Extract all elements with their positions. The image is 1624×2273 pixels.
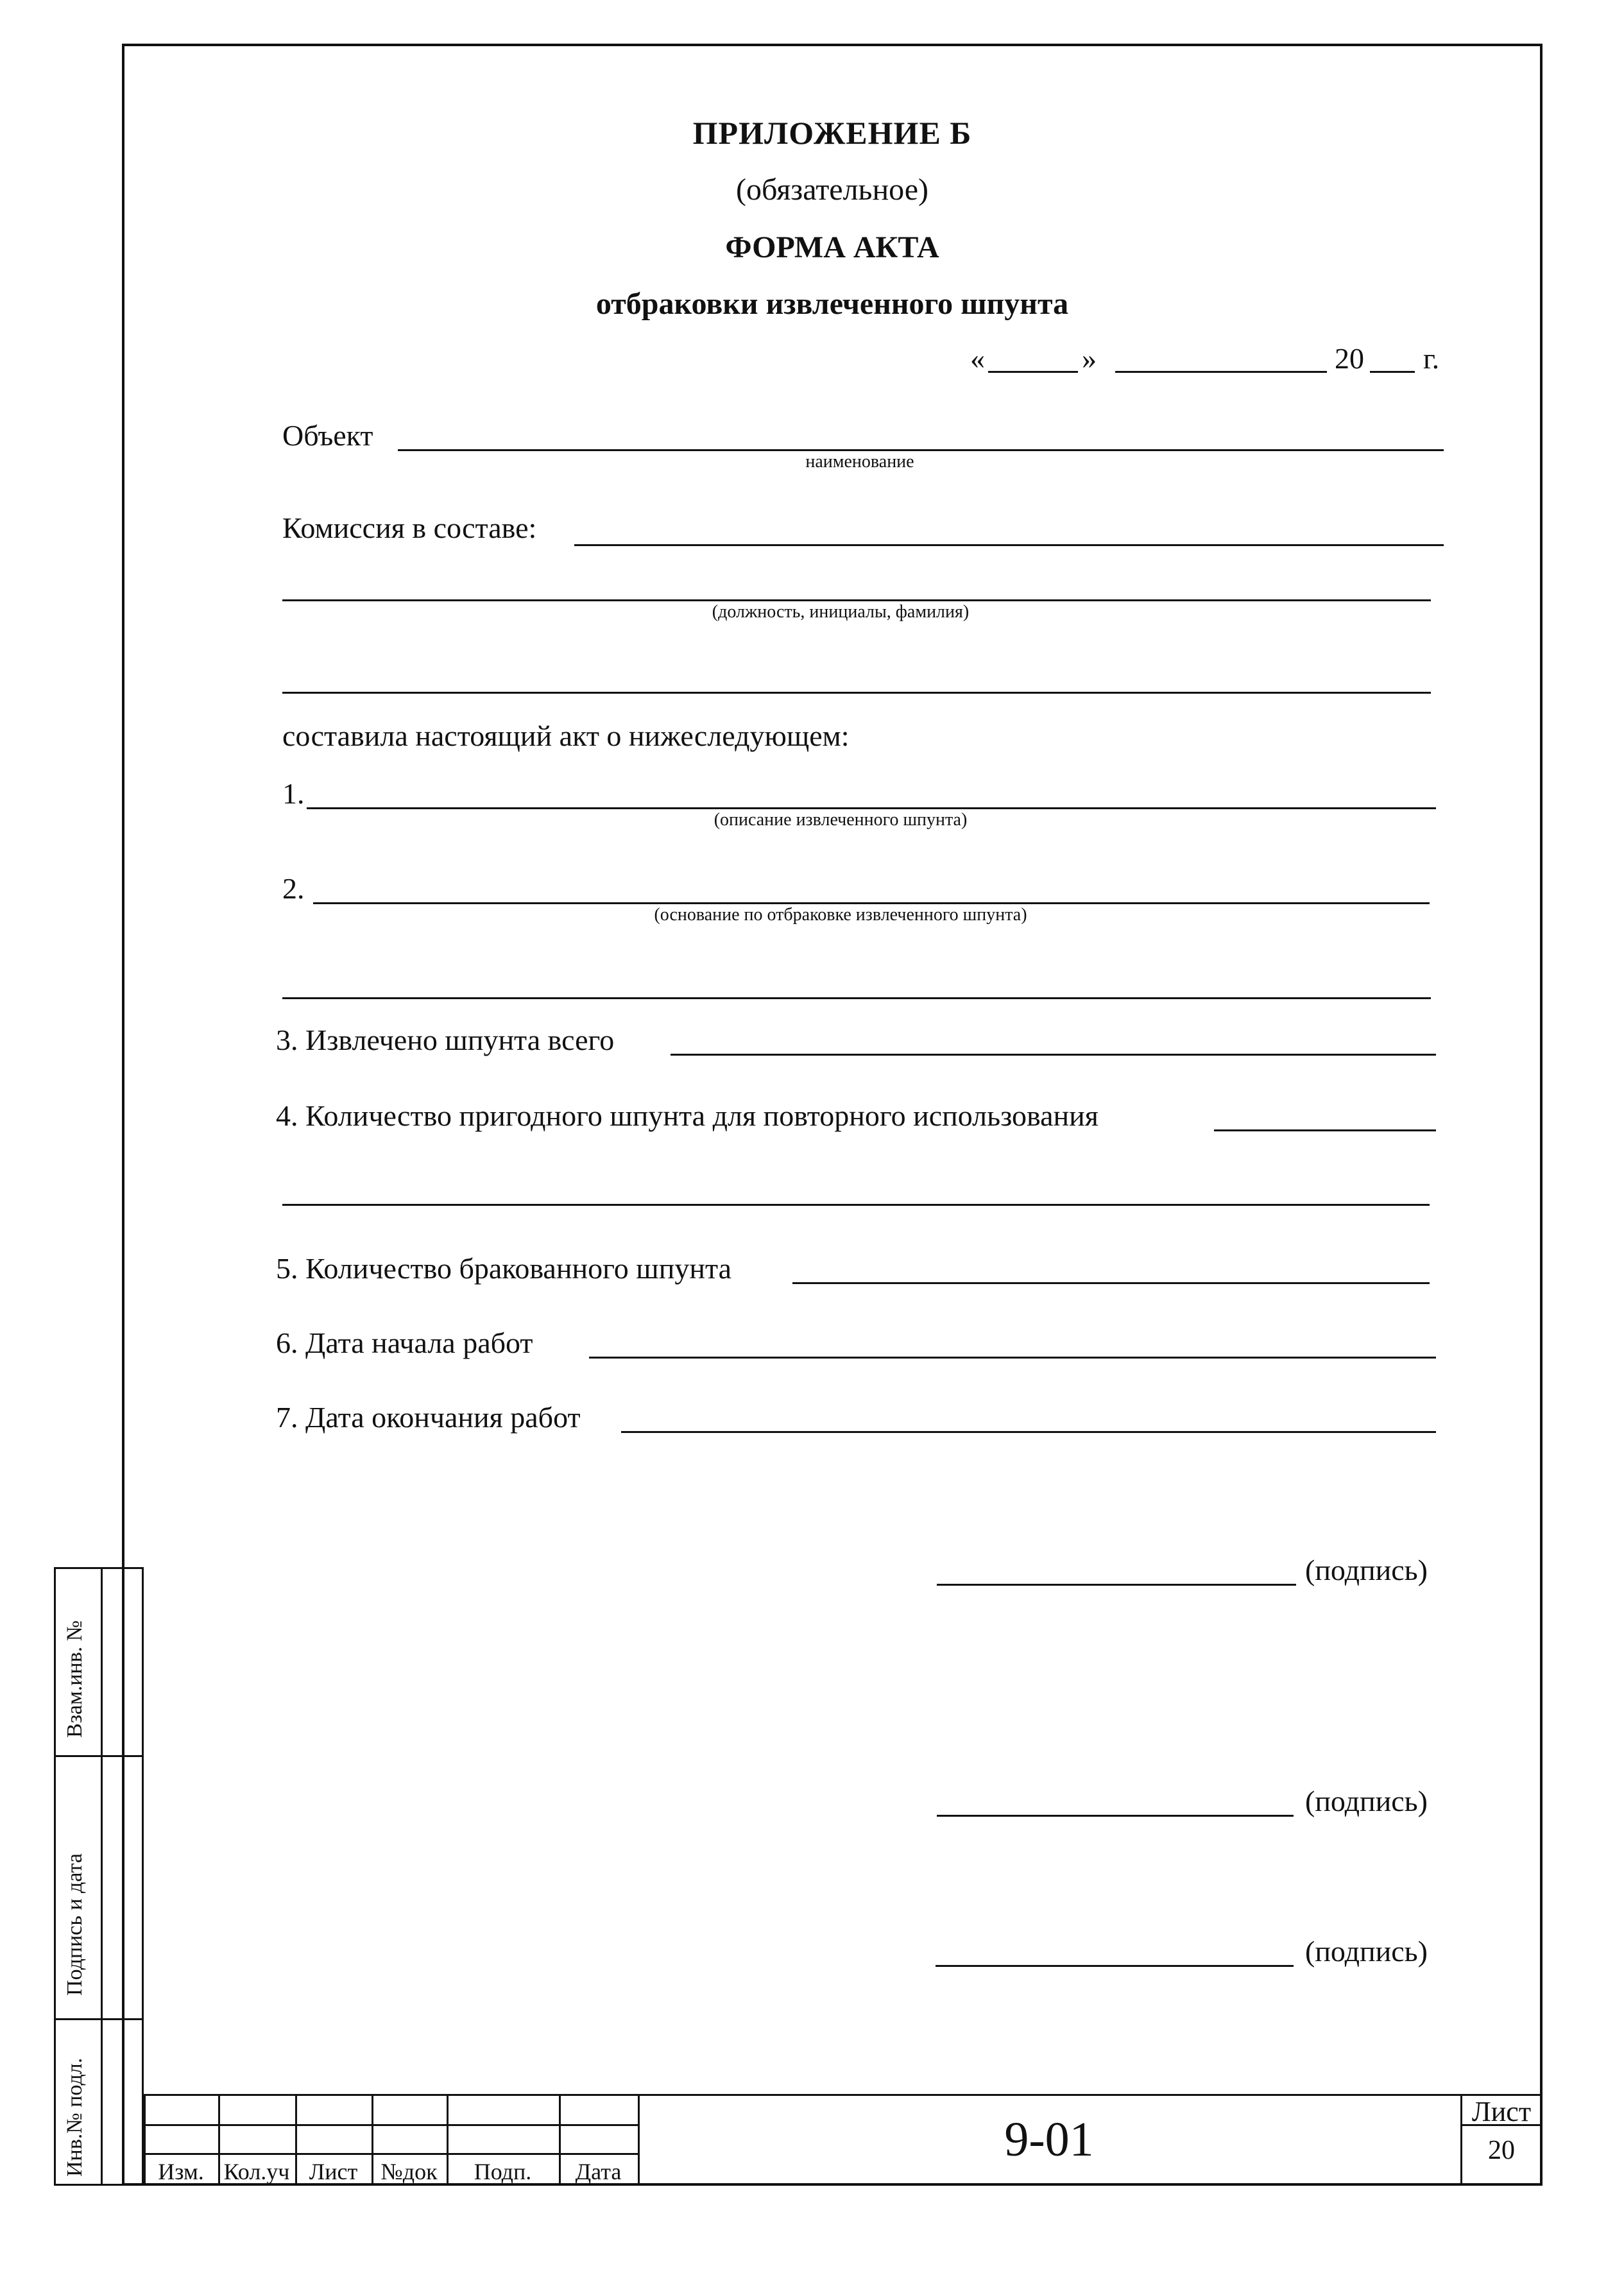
tb-col-kol: Кол.уч [223, 2159, 290, 2184]
stamp-replace-inv: Взам.инв. № [63, 1620, 87, 1738]
item4-label: 4. Количество пригодного шпунта для повторного использования [276, 1099, 1098, 1132]
item4-field-2[interactable] [282, 1204, 1430, 1206]
item1-field[interactable] [307, 807, 1436, 809]
item2-caption: (основание по отбраковке извлеченного шпунта) [654, 905, 1027, 925]
tb-col-izm: Изм. [158, 2159, 204, 2184]
signature-line-2[interactable] [937, 1815, 1294, 1817]
document-code: 9-01 [1004, 2113, 1094, 2166]
date-close-quote: » [1082, 342, 1097, 375]
item5-field[interactable] [792, 1282, 1430, 1284]
date-month-field[interactable] [1115, 371, 1327, 373]
commission-field-1[interactable] [574, 544, 1444, 546]
item7-label: 7. Дата окончания работ [276, 1401, 581, 1434]
appendix-status: (обязательное) [736, 173, 928, 207]
intro-text: составила настоящий акт о нижеследующем: [282, 719, 850, 752]
signature-caption-3: (подпись) [1305, 1935, 1428, 1968]
date-year-field[interactable] [1370, 371, 1415, 373]
item4-field-1[interactable] [1214, 1129, 1436, 1131]
object-caption: наименование [805, 452, 914, 472]
date-open-quote: « [970, 342, 985, 375]
item6-field[interactable] [589, 1357, 1436, 1359]
tb-col-podp: Подп. [474, 2159, 532, 2184]
item7-field[interactable] [621, 1431, 1436, 1433]
commission-field-3[interactable] [282, 692, 1431, 694]
object-label: Объект [282, 419, 373, 452]
sheet-label: Лист [1471, 2096, 1532, 2127]
title-block [144, 2094, 1543, 2186]
commission-label: Комиссия в составе: [282, 511, 537, 544]
stamp-sign-date: Подпись и дата [63, 1853, 87, 1996]
commission-field-2[interactable] [282, 599, 1431, 601]
signature-line-1[interactable] [937, 1584, 1296, 1586]
tb-col-list: Лист [309, 2159, 358, 2184]
item5-label: 5. Количество бракованного шпунта [276, 1252, 732, 1285]
item3-field[interactable] [671, 1054, 1436, 1056]
tb-col-data: Дата [575, 2159, 622, 2184]
item6-label: 6. Дата начала работ [276, 1326, 533, 1359]
signature-line-3[interactable] [936, 1965, 1294, 1967]
date-year-suffix: г. [1423, 342, 1440, 375]
date-year-prefix: 20 [1335, 342, 1364, 375]
item2-label: 2. [282, 872, 305, 905]
stamp-orig-inv: Инв.№ подл. [63, 2057, 87, 2177]
commission-caption: (должность, инициалы, фамилия) [712, 602, 970, 622]
item2-field-2[interactable] [282, 997, 1431, 999]
sheet-number: 20 [1488, 2136, 1515, 2165]
item1-caption: (описание извлеченного шпунта) [714, 810, 968, 830]
item1-label: 1. [282, 777, 305, 810]
appendix-title: ПРИЛОЖЕНИЕ Б [692, 115, 972, 151]
signature-caption-2: (подпись) [1305, 1785, 1428, 1817]
item2-field-1[interactable] [313, 902, 1430, 904]
form-subtitle: отбраковки извлеченного шпунта [595, 287, 1069, 321]
signature-caption-1: (подпись) [1305, 1554, 1428, 1586]
tb-col-ndok: №док [380, 2159, 438, 2184]
date-day-field[interactable] [988, 371, 1078, 373]
item3-label: 3. Извлечено шпунта всего [276, 1024, 615, 1056]
object-field[interactable] [398, 449, 1444, 451]
form-title: ФОРМА АКТА [725, 230, 939, 264]
